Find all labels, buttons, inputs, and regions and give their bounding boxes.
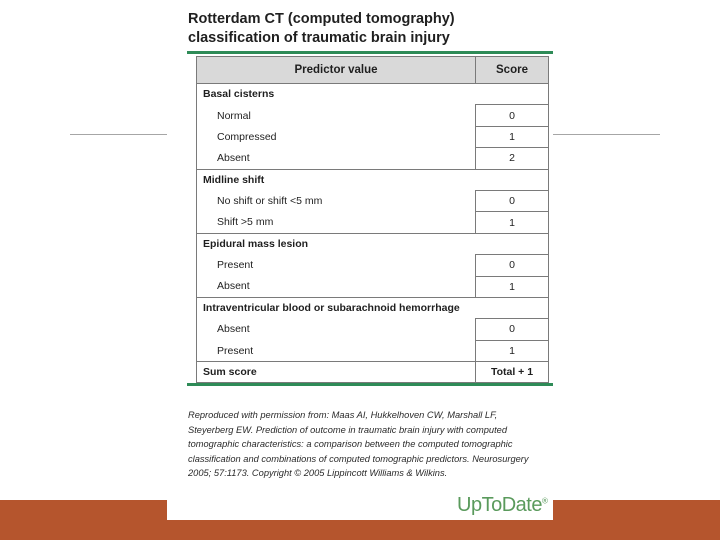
table-row [197,340,549,361]
predictor-value: Present [197,255,476,276]
section-heading: Epidural mass lesion [197,233,549,254]
predictor-value: Compressed [197,126,476,147]
title-line-2: classification of traumatic brain injury [188,30,450,46]
table-row [197,126,549,147]
header-score: Score [476,57,549,84]
table-row [197,255,549,276]
table-row [197,319,549,340]
score-value: 1 [476,276,549,297]
section-heading: Basal cisterns [197,84,549,105]
classification-table [196,56,549,383]
table-row [197,190,549,211]
score-value: 0 [476,105,549,126]
logo-text: UpToDate [457,494,542,516]
score-value: 0 [476,319,549,340]
sum-score-row [197,362,549,383]
table-section-row [197,84,549,105]
document-card [167,0,553,520]
title-line-1: Rotterdam CT (computed tomography) [188,11,455,27]
section-heading: Intraventricular blood or subarachnoid hemorrhage [197,297,549,318]
sum-score-value: Total + 1 [476,362,549,383]
sum-score-label: Sum score [197,362,476,383]
logo-registered-mark: ® [541,496,548,506]
citation-text: Reproduced with permission from: Maas AI, Hukkelhoven CW, Marshall LF, Steyerberg EW. Prediction of outcome in traumatic brain injury with computed tomographic characteristics: a comparison between the computed tomographic classification and combinations of computed tomographic predictors. Neurosurgery 2005; 57:1173. Copyright © 2005 Lippincott Williams & Wilkins. [188,410,529,478]
table-row [197,148,549,169]
section-heading: Midline shift [197,169,549,190]
predictor-value: Shift >5 mm [197,212,476,233]
slide-divider-right [552,134,660,135]
score-value: 2 [476,148,549,169]
table-section-row [197,169,549,190]
table-row [197,105,549,126]
predictor-value: No shift or shift <5 mm [197,190,476,211]
predictor-value: Absent [197,276,476,297]
document-title [188,10,455,48]
score-value: 0 [476,190,549,211]
score-value: 0 [476,255,549,276]
score-value: 1 [476,340,549,361]
bottom-green-rule [187,383,553,386]
predictor-value: Absent [197,319,476,340]
table-row [197,276,549,297]
table-section-row [197,233,549,254]
score-value: 1 [476,212,549,233]
score-value: 1 [476,126,549,147]
top-green-rule [187,51,553,54]
header-predictor: Predictor value [197,57,476,84]
predictor-value: Normal [197,105,476,126]
table-header-row [197,57,549,84]
table-row [197,212,549,233]
predictor-value: Absent [197,148,476,169]
slide-divider-left [70,134,168,135]
uptodate-logo [457,494,547,517]
table-section-row [197,297,549,318]
predictor-value: Present [197,340,476,361]
